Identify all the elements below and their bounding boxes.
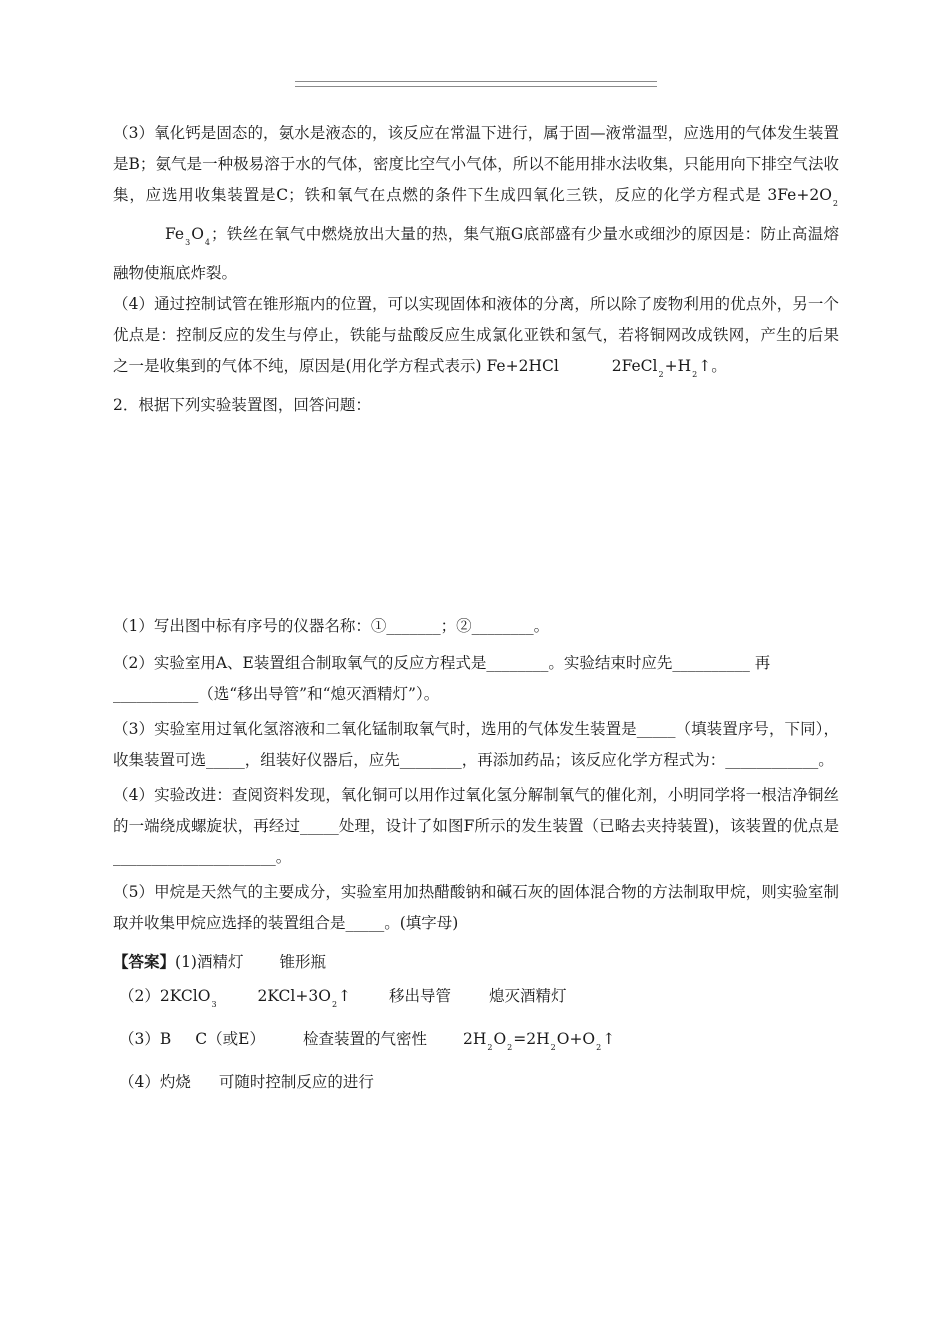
- answer-4-num: （4）: [119, 1073, 160, 1091]
- answer-2-4: 熄灭酒精灯: [489, 987, 567, 1005]
- answer-4-2: 可随时控制反应的进行: [218, 1073, 374, 1091]
- text-q1-3: （3）氧化钙是固态的，氨水是液态的，该反应在常温下进行，属于固—液常温型，应选用的气体发生装置是B；氨气是一种极易溶于水的气体，密度比空气小气体，所以不能用排水法收集，只能用向下排空气法收集，应选用收集装置是C；铁和氧气在点燃的条件下生成四氧化三铁，反应的化学方程式是: [113, 124, 839, 204]
- answer-2-3: 移出导管: [389, 987, 452, 1005]
- answer-line-3: [113, 1022, 839, 1065]
- answer-1-2: 锥形瓶: [279, 953, 327, 971]
- question-2-title: 2．根据下列实验装置图，回答问题：: [113, 396, 371, 414]
- question-2-1: （1）写出图中标有序号的仪器名称：①_______；②________。: [113, 617, 550, 635]
- text-q1-3-tail: ；铁丝在氧气中燃烧放出大量的热，集气瓶G底部盛有少量水或细沙的原因是：防止高温熔融物使瓶底炸裂。: [113, 225, 839, 282]
- answer-block: [113, 945, 839, 1099]
- question-2-2b: ___________（选“移出导管”和“熄灭酒精灯”）。: [113, 685, 440, 703]
- answer-1-num: (1): [175, 953, 197, 971]
- answer-3-num: （3）: [119, 1030, 160, 1048]
- answer-3-3: 检查装置的气密性: [302, 1030, 427, 1048]
- answer-1-1: 酒精灯: [196, 953, 244, 971]
- text-q1-4: （4）通过控制试管在锥形瓶内的位置，可以实现固体和液体的分离，所以除了废物利用的优点外，另一个优点是：控制反应的发生与停止，铁能与盐酸反应生成氯化亚铁和氢气，若将铜网改成铁网，产生的后果之一是收集到的气体不纯，原因是(用化学方程式表示) Fe+2HCl: [113, 295, 839, 375]
- answer-3-eq: $2H_2O_2=2H_2O+O_2↑$: [462, 1030, 616, 1052]
- question-2-2a: （2）实验室用A、E装置组合制取氧气的反应方程式是________。实验结束时应先__________ 再: [113, 654, 771, 672]
- paragraph-q1-3: [113, 118, 839, 289]
- answer-4-1: 灼烧: [159, 1073, 191, 1091]
- figure-placeholder: [113, 421, 839, 611]
- question-2-5: （5）甲烷是天然气的主要成分，实验室用加热醋酸钠和碱石灰的固体混合物的方法制取甲烷，则实验室制取并收集甲烷应选择的装置组合是_____。(填字母): [113, 883, 839, 932]
- page-content: [113, 118, 839, 1099]
- header-rule: [295, 81, 657, 87]
- equation-fe-o2: $3Fe+2O_2Fe_3O_4$: [165, 186, 838, 247]
- answer-line-2: [113, 979, 839, 1022]
- question-2-4: （4）实验改进：查阅资料发现，氧化铜可以用作过氧化氢分解制氧气的催化剂，小明同学将一根洁净铜丝的一端绕成螺旋状，再经过_____处理，设计了如图F所示的发生装置（已略去夹持装置)，该装置的优点是_____________________。: [113, 786, 839, 866]
- answer-line-1: [113, 945, 839, 979]
- answer-2-eq: 2KClO$_3$ $2KCl+3O_2↑$: [159, 987, 352, 1009]
- answer-3-2: C（或E）: [195, 1030, 265, 1048]
- answer-line-4: [113, 1065, 839, 1099]
- paragraph-q1-4: [113, 289, 839, 390]
- answer-label: 【答案】: [113, 952, 176, 971]
- answer-2-num: （2）: [119, 987, 160, 1005]
- answer-3-1: B: [159, 1030, 172, 1048]
- equation-fecl2: $2FeCl_2+H_2↑$。: [611, 357, 727, 379]
- question-2-3: （3）实验室用过氧化氢溶液和二氧化锰制取氧气时，选用的气体发生装置是_____（填装置序号，下同），收集装置可选_____，组装好仪器后，应先________，再添加药品；该反应化学方程式为：____________。: [113, 720, 839, 769]
